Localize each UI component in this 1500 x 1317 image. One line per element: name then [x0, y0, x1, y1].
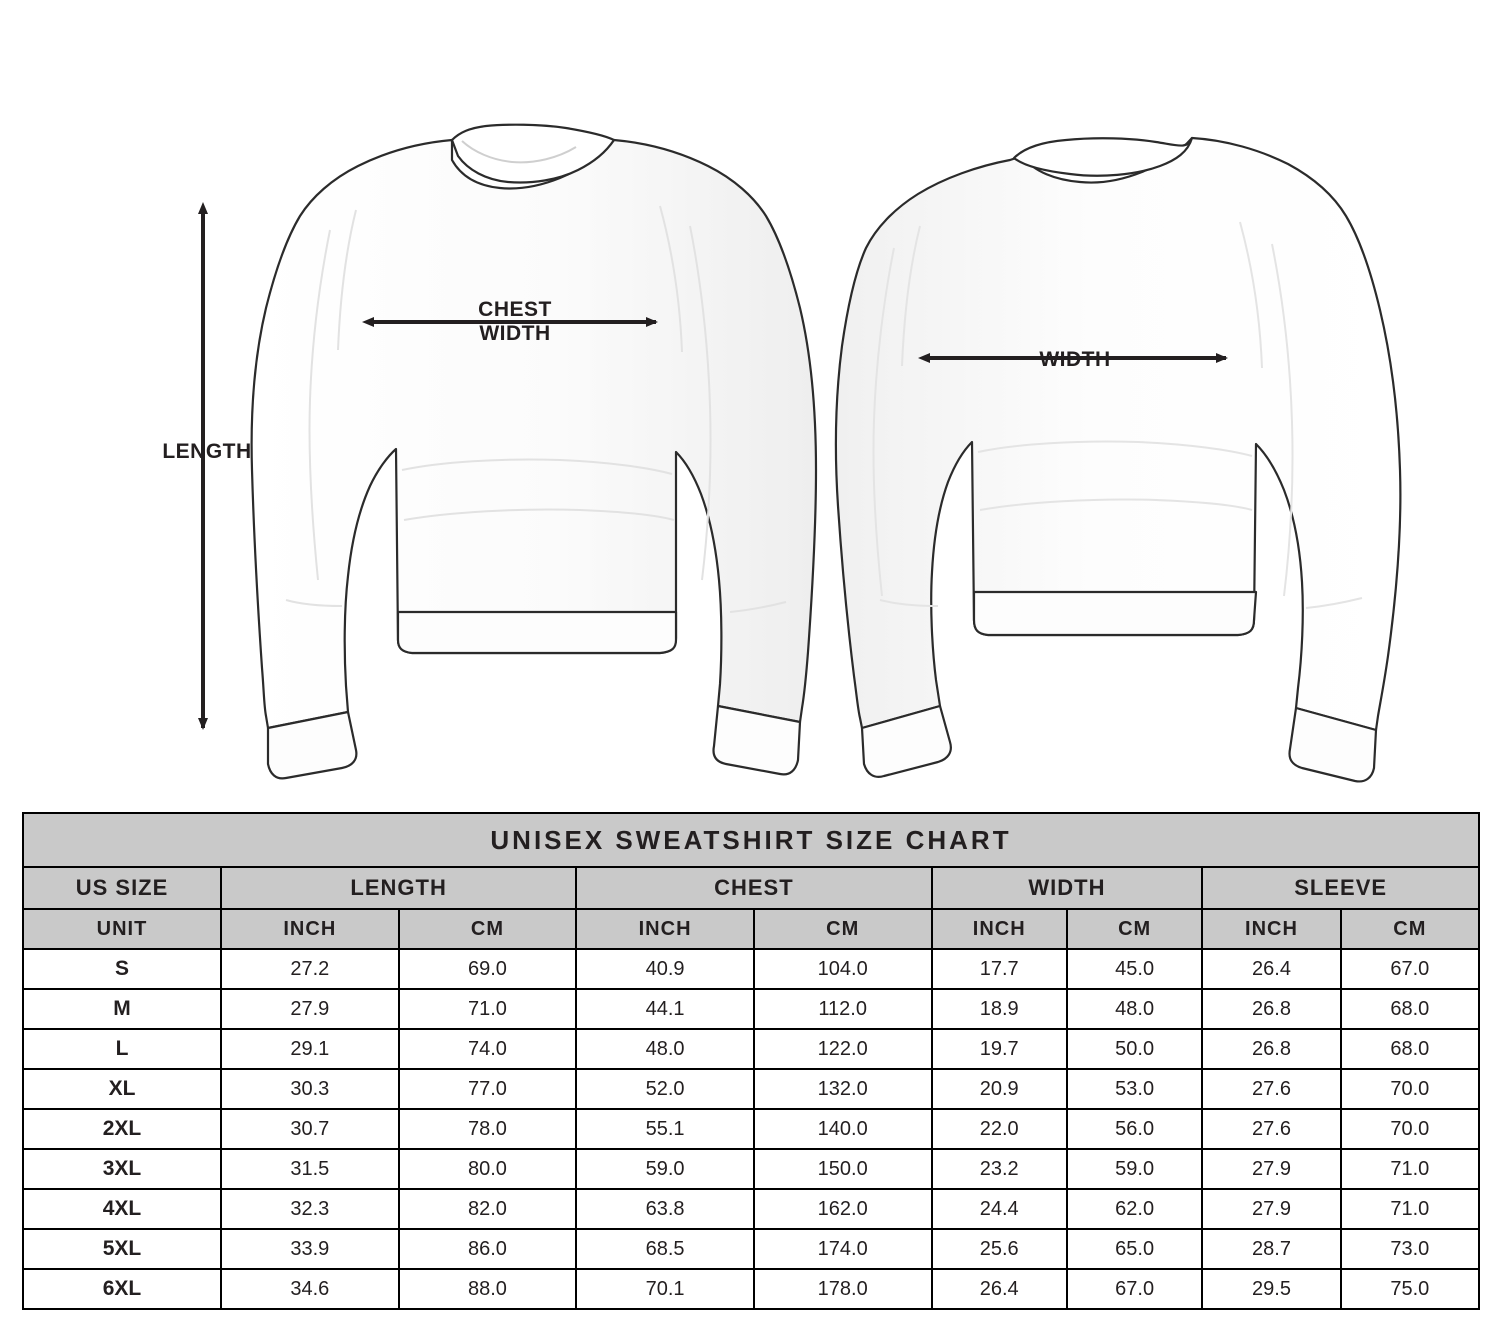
- header-width: WIDTH: [932, 867, 1203, 909]
- cell-length-cm: 78.0: [399, 1109, 577, 1149]
- table-row: [23, 1269, 1479, 1309]
- cell-length-cm: 82.0: [399, 1189, 577, 1229]
- cell-chest-cm: 174.0: [754, 1229, 932, 1269]
- cell-chest-cm: 132.0: [754, 1069, 932, 1109]
- cell-width-cm: 45.0: [1067, 949, 1202, 989]
- cell-sleeve-inch: 28.7: [1202, 1229, 1340, 1269]
- sweatshirt-back-view: [836, 138, 1400, 781]
- cell-length-inch: 30.3: [221, 1069, 399, 1109]
- cell-width-cm: 56.0: [1067, 1109, 1202, 1149]
- table-row: [23, 1229, 1479, 1269]
- cell-width-cm: 59.0: [1067, 1149, 1202, 1189]
- header-width-inch: INCH: [932, 909, 1067, 949]
- table-group-header-row: [23, 867, 1479, 909]
- table-row: [23, 949, 1479, 989]
- cell-size: M: [23, 989, 221, 1029]
- cell-sleeve-inch: 27.9: [1202, 1149, 1340, 1189]
- header-chest-inch: INCH: [576, 909, 754, 949]
- cell-chest-cm: 150.0: [754, 1149, 932, 1189]
- cell-sleeve-inch: 26.8: [1202, 989, 1340, 1029]
- header-length-cm: CM: [399, 909, 577, 949]
- cell-width-cm: 65.0: [1067, 1229, 1202, 1269]
- cell-width-inch: 23.2: [932, 1149, 1067, 1189]
- cell-size: 6XL: [23, 1269, 221, 1309]
- cell-width-inch: 25.6: [932, 1229, 1067, 1269]
- cell-chest-cm: 178.0: [754, 1269, 932, 1309]
- cell-width-inch: 24.4: [932, 1189, 1067, 1229]
- cell-chest-inch: 52.0: [576, 1069, 754, 1109]
- cell-sleeve-inch: 27.6: [1202, 1109, 1340, 1149]
- cell-length-inch: 31.5: [221, 1149, 399, 1189]
- header-unit: UNIT: [23, 909, 221, 949]
- cell-length-cm: 77.0: [399, 1069, 577, 1109]
- chest-width-label: [440, 298, 590, 346]
- cell-chest-inch: 59.0: [576, 1149, 754, 1189]
- chart-title: UNISEX SWEATSHIRT SIZE CHART: [23, 813, 1479, 867]
- header-chest-cm: CM: [754, 909, 932, 949]
- back-hem-band: [974, 592, 1256, 635]
- cell-length-inch: 34.6: [221, 1269, 399, 1309]
- cell-width-cm: 53.0: [1067, 1069, 1202, 1109]
- cell-length-inch: 27.9: [221, 989, 399, 1029]
- table-row: [23, 1029, 1479, 1069]
- cell-sleeve-cm: 70.0: [1341, 1109, 1479, 1149]
- cell-length-cm: 69.0: [399, 949, 577, 989]
- cell-chest-cm: 112.0: [754, 989, 932, 1029]
- cell-width-inch: 17.7: [932, 949, 1067, 989]
- cell-sleeve-inch: 27.6: [1202, 1069, 1340, 1109]
- cell-width-inch: 26.4: [932, 1269, 1067, 1309]
- header-width-cm: CM: [1067, 909, 1202, 949]
- cell-sleeve-cm: 68.0: [1341, 1029, 1479, 1069]
- cell-width-cm: 50.0: [1067, 1029, 1202, 1069]
- cell-width-inch: 19.7: [932, 1029, 1067, 1069]
- cell-sleeve-cm: 71.0: [1341, 1149, 1479, 1189]
- chest-width-label-line1: CHEST: [478, 298, 552, 321]
- cell-chest-inch: 63.8: [576, 1189, 754, 1229]
- table-row: [23, 1109, 1479, 1149]
- sweatshirt-front-view: [252, 125, 816, 779]
- cell-width-inch: 22.0: [932, 1109, 1067, 1149]
- cell-length-inch: 33.9: [221, 1229, 399, 1269]
- cell-sleeve-cm: 71.0: [1341, 1189, 1479, 1229]
- cell-size: 5XL: [23, 1229, 221, 1269]
- header-sleeve-inch: INCH: [1202, 909, 1340, 949]
- header-sleeve-cm: CM: [1341, 909, 1479, 949]
- table-unit-header-row: [23, 909, 1479, 949]
- cell-size: XL: [23, 1069, 221, 1109]
- cell-sleeve-cm: 70.0: [1341, 1069, 1479, 1109]
- cell-sleeve-cm: 75.0: [1341, 1269, 1479, 1309]
- cell-sleeve-inch: 27.9: [1202, 1189, 1340, 1229]
- cell-chest-inch: 48.0: [576, 1029, 754, 1069]
- chest-width-label-line2: WIDTH: [479, 322, 551, 346]
- cell-length-inch: 30.7: [221, 1109, 399, 1149]
- header-length-inch: INCH: [221, 909, 399, 949]
- cell-chest-cm: 162.0: [754, 1189, 932, 1229]
- header-sleeve: SLEEVE: [1202, 867, 1479, 909]
- cell-size: 2XL: [23, 1109, 221, 1149]
- cell-sleeve-cm: 73.0: [1341, 1229, 1479, 1269]
- length-label: LENGTH: [162, 440, 252, 463]
- cell-chest-cm: 140.0: [754, 1109, 932, 1149]
- cell-sleeve-cm: 68.0: [1341, 989, 1479, 1029]
- cell-size: S: [23, 949, 221, 989]
- table-title-row: [23, 813, 1479, 867]
- cell-length-inch: 32.3: [221, 1189, 399, 1229]
- cell-length-inch: 27.2: [221, 949, 399, 989]
- cell-chest-inch: 44.1: [576, 989, 754, 1029]
- cell-width-cm: 48.0: [1067, 989, 1202, 1029]
- cell-chest-cm: 122.0: [754, 1029, 932, 1069]
- table-row: [23, 1069, 1479, 1109]
- cell-size: 4XL: [23, 1189, 221, 1229]
- cell-chest-inch: 68.5: [576, 1229, 754, 1269]
- size-chart-container: [22, 812, 1480, 1310]
- cell-size: 3XL: [23, 1149, 221, 1189]
- cell-width-inch: 18.9: [932, 989, 1067, 1029]
- cell-chest-inch: 55.1: [576, 1109, 754, 1149]
- cell-sleeve-inch: 26.8: [1202, 1029, 1340, 1069]
- table-row: [23, 1149, 1479, 1189]
- cell-chest-inch: 70.1: [576, 1269, 754, 1309]
- cell-length-cm: 71.0: [399, 989, 577, 1029]
- cell-length-cm: 88.0: [399, 1269, 577, 1309]
- cell-width-inch: 20.9: [932, 1069, 1067, 1109]
- header-chest: CHEST: [576, 867, 931, 909]
- cell-sleeve-inch: 26.4: [1202, 949, 1340, 989]
- cell-length-cm: 86.0: [399, 1229, 577, 1269]
- header-length: LENGTH: [221, 867, 576, 909]
- cell-length-inch: 29.1: [221, 1029, 399, 1069]
- table-row: [23, 989, 1479, 1029]
- cell-chest-inch: 40.9: [576, 949, 754, 989]
- cell-width-cm: 67.0: [1067, 1269, 1202, 1309]
- cell-size: L: [23, 1029, 221, 1069]
- cell-chest-cm: 104.0: [754, 949, 932, 989]
- cell-width-cm: 62.0: [1067, 1189, 1202, 1229]
- header-us-size: US SIZE: [23, 867, 221, 909]
- cell-length-cm: 80.0: [399, 1149, 577, 1189]
- width-label: WIDTH: [1039, 348, 1111, 371]
- front-hem-band: [398, 612, 676, 653]
- cell-sleeve-cm: 67.0: [1341, 949, 1479, 989]
- cell-length-cm: 74.0: [399, 1029, 577, 1069]
- table-row: [23, 1189, 1479, 1229]
- cell-sleeve-inch: 29.5: [1202, 1269, 1340, 1309]
- size-chart-table: [22, 812, 1480, 1310]
